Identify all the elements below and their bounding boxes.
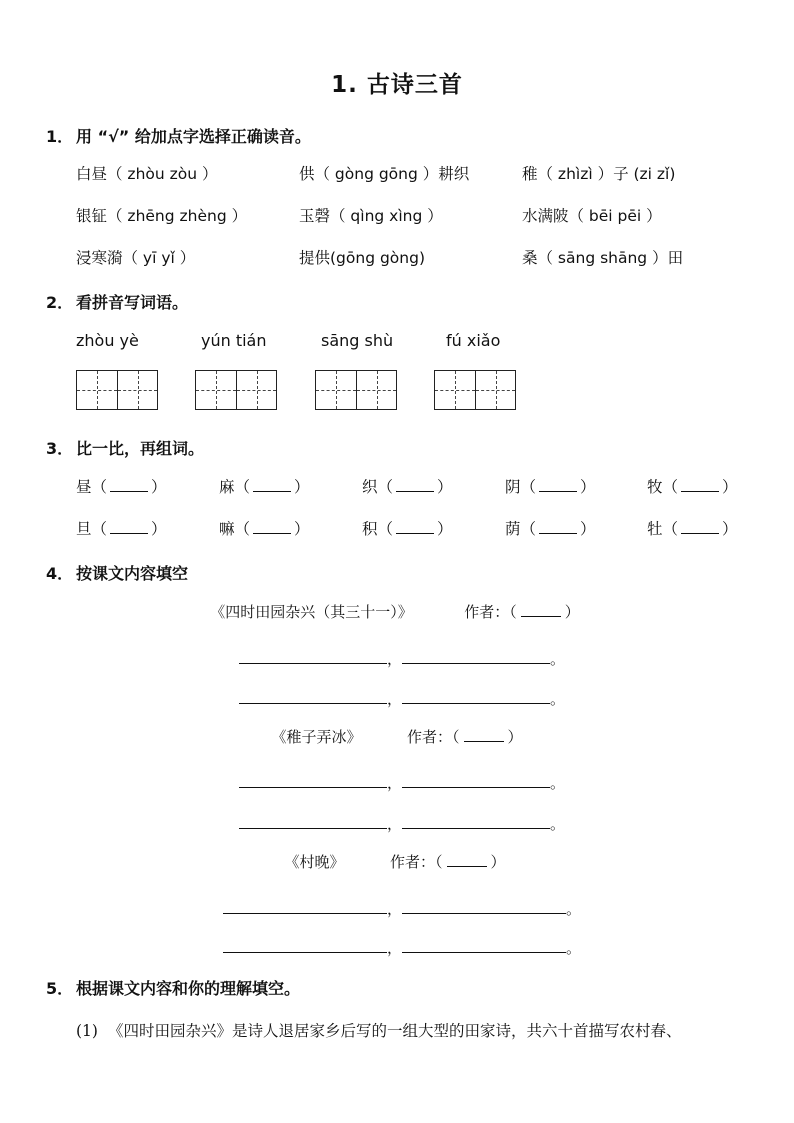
char: 织 <box>362 478 378 496</box>
poem-title-row <box>0 726 794 747</box>
q1-item: 玉磬（ qìng xìng ） <box>299 207 443 225</box>
writing-grid[interactable] <box>315 370 397 410</box>
q1-row-1 <box>0 163 794 185</box>
comma: ， <box>386 815 402 833</box>
poem-line-blank-row <box>5 937 794 958</box>
compare-item <box>362 518 453 540</box>
pinyin-prompt: zhòu yè <box>76 331 139 350</box>
writing-grid[interactable] <box>434 370 516 410</box>
comma: ， <box>386 900 402 918</box>
answer-blank[interactable] <box>539 519 577 534</box>
poem-title-row <box>0 851 792 872</box>
comma: ， <box>386 774 402 792</box>
poem-blank[interactable] <box>402 773 550 788</box>
compare-item <box>219 476 310 498</box>
paren: ） <box>151 478 167 496</box>
q3-row-1 <box>0 476 794 498</box>
poem-blank[interactable] <box>239 773 387 788</box>
period: 。 <box>566 900 582 918</box>
poem-title: 《稚子弄冰》 <box>271 728 362 746</box>
poem-blank[interactable] <box>402 649 550 664</box>
comma: ， <box>386 650 402 668</box>
compare-item <box>505 518 596 540</box>
question-text: 用 “√” 给加点字选择正确读音。 <box>76 127 311 146</box>
char: 昼 <box>76 478 92 496</box>
paragraph-text: 《四时田园杂兴》是诗人退居家乡后写的一组大型的田家诗，共六十首描写农村春、 <box>107 1022 682 1040</box>
pinyin-prompt: fú xiǎo <box>446 331 501 350</box>
answer-blank[interactable] <box>253 519 291 534</box>
q1-item: 白昼（ zhòu zòu ） <box>76 165 218 183</box>
poem-line-blank-row <box>5 813 794 834</box>
period: 。 <box>550 815 566 833</box>
writing-cell[interactable] <box>475 371 515 409</box>
compare-item <box>76 476 167 498</box>
paren: ） <box>437 478 453 496</box>
paren: （ <box>91 478 108 496</box>
poem-blank[interactable] <box>402 938 566 953</box>
poem-blank[interactable] <box>223 938 387 953</box>
char: 阴 <box>505 478 521 496</box>
paren: ） <box>722 478 738 496</box>
answer-blank[interactable] <box>110 519 148 534</box>
poem-title-row <box>0 601 792 622</box>
char: 旦 <box>76 520 92 538</box>
paren: ） <box>294 478 310 496</box>
char: 荫 <box>505 520 521 538</box>
paren: ） <box>294 520 310 538</box>
poem-blank[interactable] <box>239 649 387 664</box>
poem-blank[interactable] <box>239 814 387 829</box>
paren: （ <box>520 478 537 496</box>
poem-line-blank-row <box>5 772 794 793</box>
compare-item <box>647 518 738 540</box>
comma: ， <box>386 690 402 708</box>
char: 嘛 <box>219 520 235 538</box>
poem-line-blank-row <box>5 648 794 669</box>
author-blank[interactable] <box>464 727 504 742</box>
paren: （ <box>662 478 679 496</box>
poem-blank[interactable] <box>402 689 550 704</box>
compare-item <box>362 476 453 498</box>
writing-cell[interactable] <box>236 371 276 409</box>
char: 麻 <box>219 478 235 496</box>
paren: （ <box>377 478 394 496</box>
author-blank[interactable] <box>447 852 487 867</box>
poem-line-blank-row <box>5 898 794 919</box>
compare-item <box>505 476 596 498</box>
answer-blank[interactable] <box>681 477 719 492</box>
paren: （ <box>520 520 537 538</box>
question-5-heading <box>46 976 300 999</box>
paragraph-number: (1) <box>76 1022 98 1040</box>
question-number: 1． <box>46 127 74 146</box>
q1-item: 提供(gōng gòng) <box>299 249 425 267</box>
author-label: 作者：（ <box>464 603 517 621</box>
question-1-heading <box>46 124 311 147</box>
poem-blank[interactable] <box>223 899 387 914</box>
poem-blank[interactable] <box>239 689 387 704</box>
author-blank[interactable] <box>521 602 561 617</box>
question-4-heading <box>46 561 188 584</box>
period: 。 <box>550 690 566 708</box>
q1-item: 水满陂（ bēi pēi ） <box>522 207 662 225</box>
compare-item <box>647 476 738 498</box>
q3-row-2 <box>0 518 794 540</box>
answer-blank[interactable] <box>539 477 577 492</box>
q1-row-2 <box>0 205 794 227</box>
paren: （ <box>234 478 251 496</box>
q1-row-3 <box>0 247 794 269</box>
writing-cell[interactable] <box>117 371 157 409</box>
q1-item: 桑（ sāng shāng ）田 <box>522 249 684 267</box>
question-number: 4． <box>46 564 74 583</box>
pinyin-prompt: yún tián <box>201 331 267 350</box>
page-title: 1. 古诗三首 <box>331 72 463 98</box>
question-number: 2． <box>46 293 74 312</box>
comma: ， <box>386 939 402 957</box>
q1-item: 供（ gòng gōng ）耕织 <box>299 165 470 183</box>
paren: ） <box>580 478 596 496</box>
pinyin-prompt: sāng shù <box>321 331 394 350</box>
paren: （ <box>234 520 251 538</box>
paren: ） <box>437 520 453 538</box>
answer-blank[interactable] <box>681 519 719 534</box>
poem-title: 《四时田园杂兴（其三十一）》 <box>210 603 413 621</box>
author-label: 作者：（ <box>390 853 443 871</box>
paren: （ <box>91 520 108 538</box>
question-number: 5． <box>46 979 74 998</box>
answer-blank[interactable] <box>396 519 434 534</box>
author-label: 作者：（ <box>407 728 460 746</box>
paren: （ <box>662 520 679 538</box>
period: 。 <box>550 650 566 668</box>
compare-item <box>76 518 167 540</box>
writing-cell[interactable] <box>316 371 356 409</box>
paren: ） <box>580 520 596 538</box>
q1-item: 银钲（ zhēng zhèng ） <box>76 207 248 225</box>
writing-cell[interactable] <box>435 371 475 409</box>
writing-grid[interactable] <box>195 370 277 410</box>
answer-blank[interactable] <box>253 477 291 492</box>
q1-item: 浸寒漪（ yī yǐ ） <box>76 249 196 267</box>
q5-paragraph-1 <box>76 1019 681 1041</box>
question-text: 看拼音写词语。 <box>76 293 189 312</box>
period: 。 <box>550 774 566 792</box>
period: 。 <box>566 939 582 957</box>
compare-item <box>219 518 310 540</box>
question-2-heading <box>46 290 188 313</box>
writing-cell[interactable] <box>356 371 396 409</box>
question-text: 根据课文内容和你的理解填空。 <box>76 979 301 998</box>
question-number: 3． <box>46 439 74 458</box>
writing-grid[interactable] <box>76 370 158 410</box>
char: 牧 <box>647 478 663 496</box>
char: 牡 <box>647 520 663 538</box>
author-close: ） <box>564 603 580 621</box>
poem-line-blank-row <box>5 688 794 709</box>
answer-blank[interactable] <box>110 477 148 492</box>
poem-blank[interactable] <box>402 814 550 829</box>
poem-blank[interactable] <box>402 899 566 914</box>
paren: （ <box>377 520 394 538</box>
answer-blank[interactable] <box>396 477 434 492</box>
writing-cell[interactable] <box>77 371 117 409</box>
question-text: 按课文内容填空 <box>76 564 189 583</box>
q1-item: 稚（ zhìzì ）子 (zi zǐ) <box>522 165 676 183</box>
author-close: ） <box>507 728 523 746</box>
poem-title: 《村晚》 <box>284 853 345 871</box>
question-3-heading <box>46 436 204 459</box>
writing-cell[interactable] <box>196 371 236 409</box>
char: 积 <box>362 520 378 538</box>
author-close: ） <box>490 853 506 871</box>
paren: ） <box>151 520 167 538</box>
paren: ） <box>722 520 738 538</box>
question-text: 比一比，再组词。 <box>76 439 205 458</box>
